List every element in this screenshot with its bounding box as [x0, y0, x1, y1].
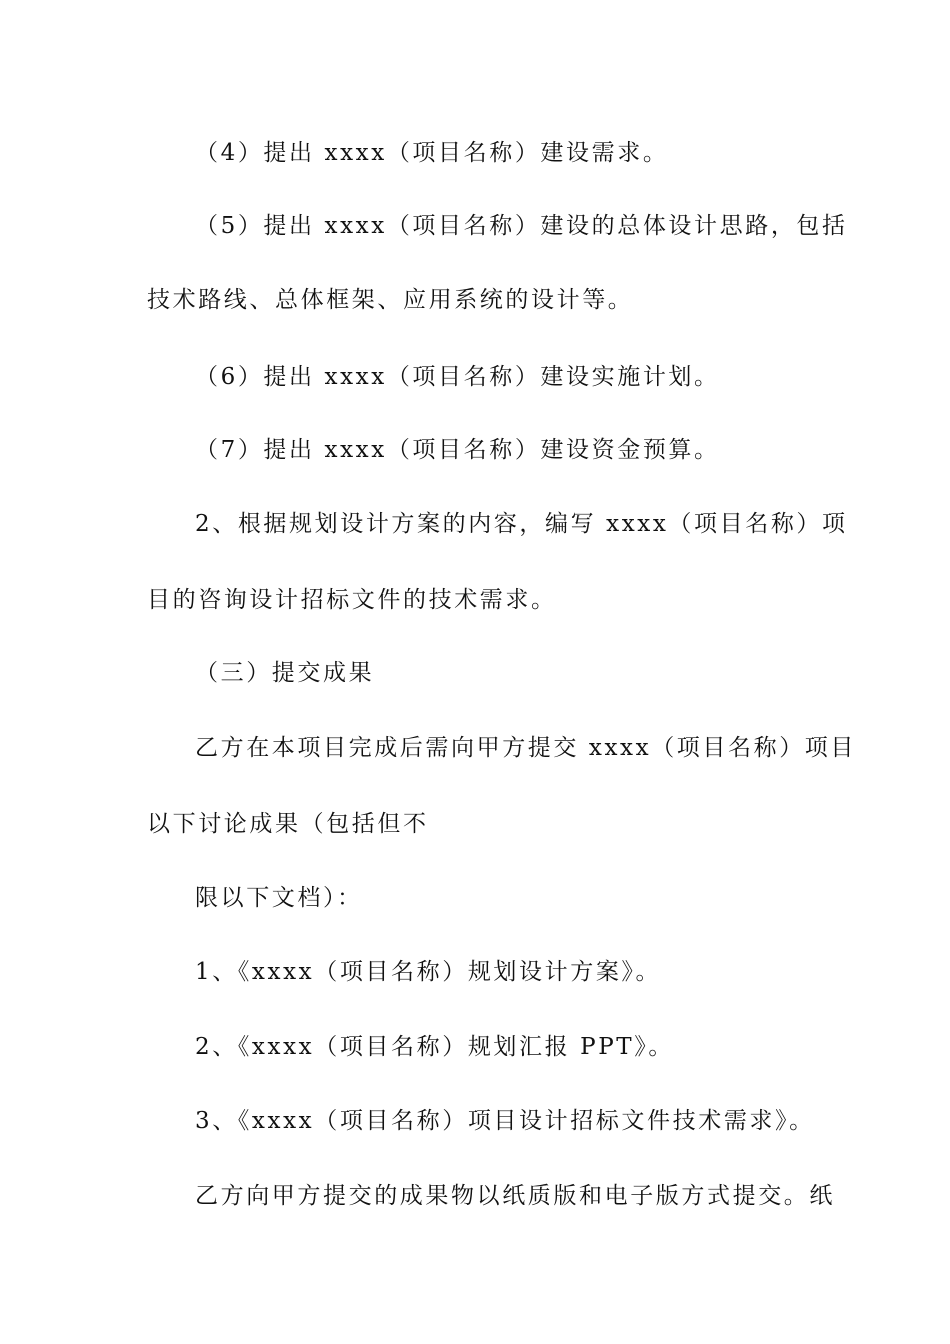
list-item: 1、《xxxx（项目名称）规划设计方案》。: [195, 959, 662, 985]
paragraph-line: 技术路线、总体框架、应用系统的设计等。: [147, 287, 634, 313]
paragraph-line: 以下讨论成果（包括但不: [147, 811, 429, 837]
paragraph-line: （6）提出 xxxx（项目名称）建设实施计划。: [195, 364, 720, 390]
paragraph-line: （4）提出 xxxx（项目名称）建设需求。: [195, 140, 669, 166]
paragraph-line: （5）提出 xxxx（项目名称）建设的总体设计思路，包括: [195, 213, 848, 239]
paragraph-line: （7）提出 xxxx（项目名称）建设资金预算。: [195, 437, 720, 463]
paragraph-line: 乙方在本项目完成后需向甲方提交 xxxx（项目名称）项目: [195, 735, 856, 761]
paragraph-line: 乙方向甲方提交的成果物以纸质版和电子版方式提交。纸: [195, 1183, 835, 1209]
paragraph-line: 目的咨询设计招标文件的技术需求。: [147, 587, 557, 613]
section-heading: （三）提交成果: [195, 660, 375, 686]
list-item: 2、《xxxx（项目名称）规划汇报 PPT》。: [195, 1034, 674, 1060]
list-item: 3、《xxxx（项目名称）项目设计招标文件技术需求》。: [195, 1108, 815, 1134]
paragraph-line: 限以下文档）：: [195, 885, 363, 911]
paragraph-line: 2、根据规划设计方案的内容，编写 xxxx（项目名称）项: [195, 511, 848, 537]
